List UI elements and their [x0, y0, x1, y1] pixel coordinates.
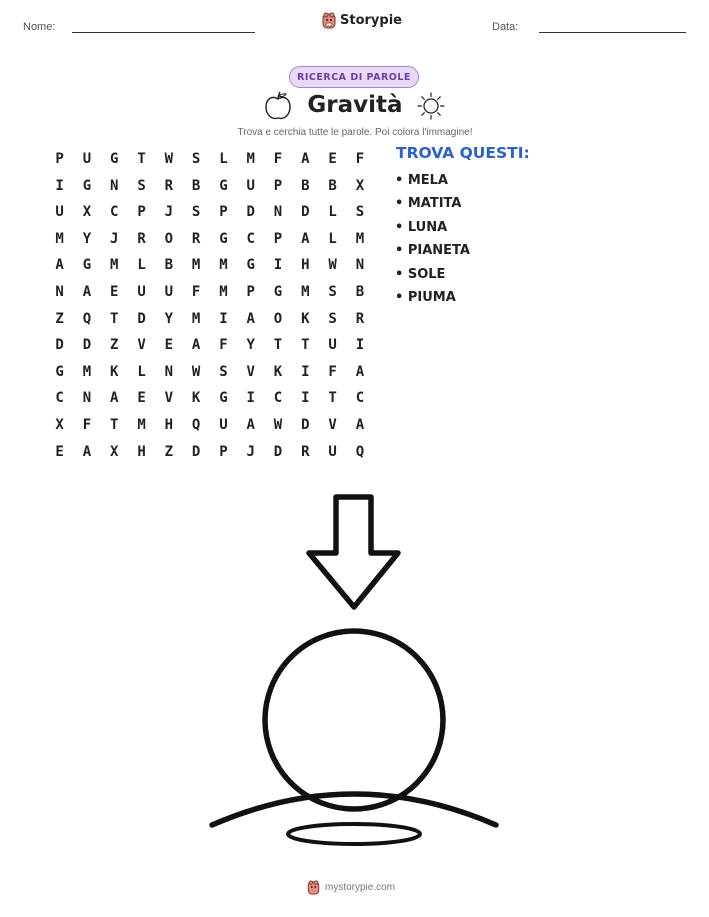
grid-cell: N [164, 363, 174, 380]
grid-cell: G [82, 257, 92, 274]
grid-cell: A [110, 390, 119, 407]
grid-cell: J [246, 443, 255, 460]
word-list-title: TROVA QUESTI: [396, 144, 530, 162]
grid-cell: S [355, 204, 365, 221]
grid-cell: S [328, 310, 337, 327]
grid-cell: D [273, 443, 283, 460]
grid-cell: W [273, 416, 283, 433]
grid-cell: W [191, 363, 201, 380]
grid-cell: K [273, 363, 283, 380]
grid-cell: X [82, 204, 92, 221]
grid-cell: H [164, 416, 174, 433]
grid-cell: Y [82, 230, 92, 247]
grid-cell: P [55, 151, 64, 167]
grid-cell: P [219, 443, 228, 460]
grid-cell: P [273, 230, 283, 247]
grid-cell: H [137, 443, 146, 460]
grid-cell: E [328, 151, 337, 167]
word-item: • SOLE [395, 266, 446, 282]
grid-cell: T [328, 390, 337, 407]
grid-cell: T [301, 337, 310, 354]
grid-cell: G [110, 151, 119, 167]
grid-cell: D [82, 337, 92, 354]
grid-cell: S [137, 177, 146, 194]
grid-cell: G [219, 230, 228, 247]
grid-cell: O [273, 310, 283, 327]
grid-cell: I [301, 363, 310, 380]
grid-cell: M [219, 283, 228, 300]
grid-cell: M [82, 363, 92, 380]
grid-cell: W [328, 257, 337, 274]
grid-cell: I [219, 310, 228, 327]
grid-cell: U [328, 337, 337, 354]
grid-cell: R [355, 310, 365, 327]
grid-cell: B [355, 283, 365, 300]
grid-cell: G [273, 283, 283, 300]
grid-cell: M [246, 151, 255, 167]
date-line [539, 32, 686, 33]
grid-cell: T [110, 416, 119, 433]
grid-cell: B [301, 177, 310, 194]
grid-cell: S [328, 283, 337, 300]
word-search-grid [46, 146, 374, 465]
grid-cell: X [110, 443, 119, 460]
grid-cell: G [219, 390, 228, 407]
grid-cell: U [219, 416, 228, 433]
grid-cell: N [273, 204, 283, 221]
grid-cell: P [273, 177, 283, 194]
grid-cell: E [164, 337, 174, 354]
grid-cell: M [55, 230, 64, 247]
grid-cell: T [110, 310, 119, 327]
grid-cell: A [355, 363, 365, 380]
grid-cell: L [137, 257, 146, 274]
grid-cell: T [137, 151, 146, 167]
grid-cell: Z [110, 337, 119, 354]
grid-cell: Z [164, 443, 174, 460]
grid-cell: G [219, 177, 228, 194]
grid-cell: N [55, 283, 64, 300]
grid-cell: N [82, 390, 92, 407]
grid-cell: C [110, 204, 119, 221]
grid-cell: A [355, 416, 365, 433]
grid-cell: F [191, 283, 201, 300]
grid-cell: V [164, 390, 174, 407]
grid-cell: B [328, 177, 337, 194]
grid-cell: D [137, 310, 146, 327]
grid-cell: U [55, 204, 64, 221]
grid-cell: U [137, 283, 146, 300]
grid-cell: C [55, 390, 64, 407]
grid-cell: C [273, 390, 283, 407]
grid-cell: X [355, 177, 365, 194]
grid-cell: S [191, 204, 201, 221]
grid-cell: L [328, 204, 337, 221]
arrow-down-icon [309, 497, 398, 607]
grid-cell: S [191, 151, 201, 167]
grid-cell: G [246, 257, 255, 274]
grid-cell: V [246, 363, 255, 380]
grid-cell: U [246, 177, 255, 194]
grid-cell: A [301, 230, 310, 247]
date-label: Data: [492, 21, 519, 33]
word-item: • PIUMA [395, 289, 456, 305]
grid-cell: Y [246, 337, 255, 354]
grid-cell: N [110, 177, 119, 194]
grid-cell: K [110, 363, 119, 380]
grid-cell: A [191, 337, 201, 354]
grid-cell: H [301, 257, 310, 274]
word-item: • LUNA [395, 219, 448, 235]
grid-cell: I [301, 390, 310, 407]
word-list [395, 171, 470, 311]
grid-cell: M [137, 416, 146, 433]
grid-cell: M [355, 230, 365, 247]
storypie-logo-icon [307, 880, 320, 895]
grid-cell: J [164, 204, 174, 221]
grid-cell: M [191, 257, 201, 274]
activity-badge: RICERCA DI PAROLE [289, 66, 419, 88]
grid-cell: E [110, 283, 119, 300]
grid-cell: F [273, 151, 283, 167]
grid-cell: F [219, 337, 228, 354]
grid-cell: L [137, 363, 146, 380]
grid-cell: X [55, 416, 64, 433]
grid-cell: F [82, 416, 92, 433]
grid-cell: E [137, 390, 146, 407]
shadow-ellipse [288, 824, 420, 844]
grid-cell: R [137, 230, 146, 247]
word-item: • MELA [395, 173, 448, 188]
grid-cell: C [355, 390, 365, 407]
storypie-logo-icon [322, 12, 336, 29]
grid-cell: I [273, 257, 283, 274]
page-title: Gravità [307, 92, 403, 118]
grid-cell: Q [191, 416, 201, 433]
grid-cell: F [328, 363, 337, 380]
grid-cell: Q [82, 310, 92, 327]
grid-cell: F [355, 151, 365, 167]
footer-url: mystorypie.com [325, 882, 396, 893]
grid-cell: D [191, 443, 201, 460]
grid-cell: I [355, 337, 365, 354]
grid-cell: A [301, 151, 310, 167]
grid-cell: G [82, 177, 92, 194]
name-label: Nome: [23, 21, 56, 33]
grid-cell: M [110, 257, 119, 274]
grid-cell: W [164, 151, 174, 167]
grid-cell: K [191, 390, 201, 407]
grid-cell: G [55, 363, 64, 380]
grid-cell: U [164, 283, 174, 300]
grid-cell: A [82, 283, 92, 300]
grid-cell: S [219, 363, 228, 380]
grid-cell: A [82, 443, 92, 460]
grid-cell: V [137, 337, 146, 354]
grid-cell: P [137, 204, 146, 221]
grid-cell: T [273, 337, 283, 354]
grid-cell: D [246, 204, 255, 221]
grid-cell: M [191, 310, 201, 327]
grid-cell: A [246, 310, 255, 327]
coloring-illustration [0, 480, 709, 860]
grid-cell: O [164, 230, 174, 247]
grid-cell: P [219, 204, 228, 221]
grid-cell: N [355, 257, 365, 274]
grid-cell: K [301, 310, 310, 327]
grid-cell: U [82, 151, 92, 167]
grid-cell: B [191, 177, 201, 194]
grid-cell: R [164, 177, 174, 194]
grid-cell: V [328, 416, 337, 433]
grid-cell: Q [355, 443, 365, 460]
brand [322, 12, 402, 29]
grid-cell: M [219, 257, 228, 274]
grid-cell: A [55, 257, 64, 274]
instructions: Trova e cerchia tutte le parole. Poi colora l'immagine! [237, 127, 473, 138]
ball-shape [265, 631, 443, 809]
name-line [72, 32, 255, 33]
grid-cell: D [301, 416, 310, 433]
grid-cell: U [328, 443, 337, 460]
sun-icon [416, 91, 446, 121]
grid-cell: L [219, 151, 228, 167]
grid-cell: Z [55, 310, 64, 327]
grid-cell: J [110, 230, 119, 247]
apple-icon [264, 91, 292, 121]
grid-cell: P [246, 283, 255, 300]
brand-name: Storypie [340, 13, 402, 28]
grid-cell: A [246, 416, 255, 433]
footer [307, 880, 395, 895]
grid-cell: R [191, 230, 201, 247]
grid-cell: L [328, 230, 337, 247]
grid-cell: I [246, 390, 255, 407]
grid-cell: M [301, 283, 310, 300]
grid-cell: R [301, 443, 310, 460]
grid-cell: D [301, 204, 310, 221]
grid-cell: C [246, 230, 255, 247]
word-item: • MATITA [395, 196, 462, 212]
grid-cell: D [55, 337, 64, 354]
grid-cell: Y [164, 310, 174, 327]
grid-cell: B [164, 257, 174, 274]
word-item: • PIANETA [395, 243, 470, 259]
grid-cell: E [55, 443, 64, 460]
grid-cell: I [55, 177, 64, 194]
